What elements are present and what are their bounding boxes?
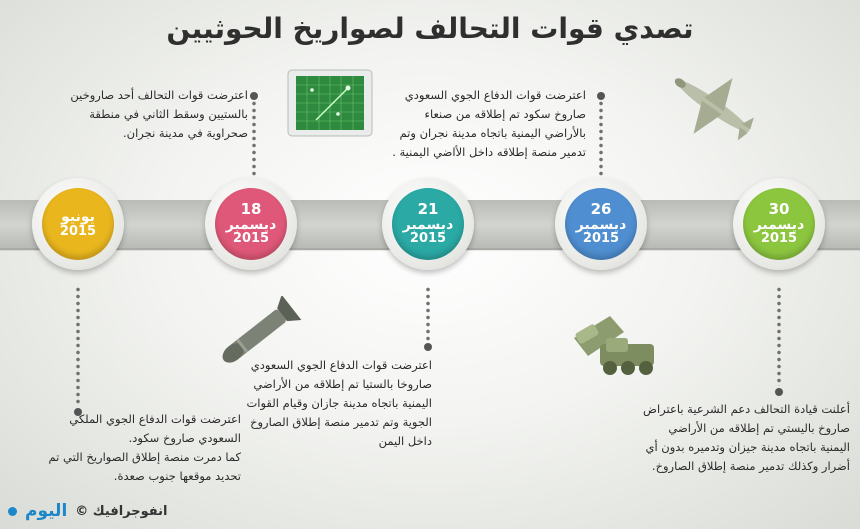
footer-credit <box>8 501 168 521</box>
date-day: 18 <box>240 199 262 218</box>
event-line: تدمير منصة إطلاقه داخل الأاضي اليمنية . <box>392 145 586 159</box>
date-year: 2015 <box>760 231 798 247</box>
event-line: السعودي صاروخ سكود. <box>128 431 241 445</box>
airplane-icon <box>663 66 763 146</box>
event-line: بالستيين وسقط الثاني في منطقة <box>89 107 248 121</box>
event-text-june <box>48 410 241 486</box>
bullet-dec18 <box>250 92 258 100</box>
connector-dec30 <box>777 286 781 386</box>
page-title: تصدي قوات التحالف لصواريخ الحوثيين <box>166 12 694 45</box>
missile-icon <box>210 296 310 368</box>
event-line: بالأراضي اليمنية باتجاه مدينة نجران وتم <box>399 126 586 140</box>
date-year: 2015 <box>409 231 447 247</box>
date-year: 2015 <box>582 231 620 247</box>
event-line: اعترضت قوات الدفاع الجوي السعودي <box>250 358 432 372</box>
connector-dec21 <box>426 286 430 342</box>
event-line: كما دمرت منصة إطلاق الصواريخ التي تم <box>48 450 241 464</box>
timeline-node-dec18 <box>205 178 297 270</box>
connector-dec18 <box>252 100 256 178</box>
infographic-credit: انفوجرافيك © <box>75 503 168 519</box>
event-line: صاروخ سكود تم إطلاقه من صنعاء <box>424 107 586 121</box>
event-line: اعترضت قوات الدفاع الجوي السعودي <box>404 88 586 102</box>
date-badge <box>42 188 114 260</box>
date-month: ديسمبر <box>753 216 805 233</box>
event-line: اليمنية باتجاه مدينة جيزان وتدميره بدون أي <box>645 440 850 454</box>
date-badge <box>215 188 287 260</box>
event-text-dec18 <box>70 86 248 143</box>
event-text-dec26 <box>392 86 586 162</box>
date-year: 2015 <box>59 223 97 239</box>
event-line: داخل اليمن <box>378 434 432 448</box>
timeline-node-june <box>32 178 124 270</box>
brand-logo: اليوم <box>25 501 68 521</box>
date-day: 26 <box>590 199 612 218</box>
timeline-node-dec26 <box>555 178 647 270</box>
timeline-node-dec30 <box>733 178 825 270</box>
event-text-dec30 <box>643 400 850 476</box>
event-line: أضرار وكذلك تدمير منصة إطلاق الصاروخ. <box>651 459 850 473</box>
date-month: ديسمبر <box>402 216 454 233</box>
event-line: صاروخا بالستيا تم إطلاقه من الأراضي <box>253 377 432 391</box>
event-line: صاروخ باليستي تم إطلاقه من الأراضي <box>668 421 850 435</box>
date-day: 30 <box>768 199 790 218</box>
date-year: 2015 <box>232 231 270 247</box>
date-badge <box>392 188 464 260</box>
event-line: تحديد موقعها جنوب صعدة. <box>113 469 241 483</box>
event-line: صحراوية في مدينة نجران. <box>123 126 248 140</box>
bullet-dec26 <box>597 92 605 100</box>
radar-screen-icon <box>286 68 374 138</box>
event-line: أعلنت قيادة التحالف دعم الشرعية باعتراض <box>643 402 850 416</box>
event-line: اليمنية باتجاه مدينة جازان وقيام القوات <box>246 396 432 410</box>
bullet-dec30 <box>775 388 783 396</box>
connector-june <box>76 286 80 406</box>
event-text-dec21 <box>246 356 432 451</box>
bullet-dec21 <box>424 343 432 351</box>
event-line: الجوية وتم تدمير منصة إطلاق الصاروخ <box>250 415 432 429</box>
event-line: اعترضت قوات التحالف أحد صاروخين <box>70 88 248 102</box>
date-day: 21 <box>417 199 439 218</box>
connector-dec26 <box>599 100 603 178</box>
timeline-node-dec21 <box>382 178 474 270</box>
missile-launcher-icon <box>566 298 666 382</box>
date-month: ديسمبر <box>225 216 277 233</box>
date-month: ديسمبر <box>575 216 627 233</box>
date-month: يونيو <box>61 208 95 225</box>
date-badge <box>743 188 815 260</box>
event-line: اعترضت قوات الدفاع الجوي الملكي <box>69 412 241 426</box>
date-badge <box>565 188 637 260</box>
brand-dot-icon <box>8 507 17 516</box>
